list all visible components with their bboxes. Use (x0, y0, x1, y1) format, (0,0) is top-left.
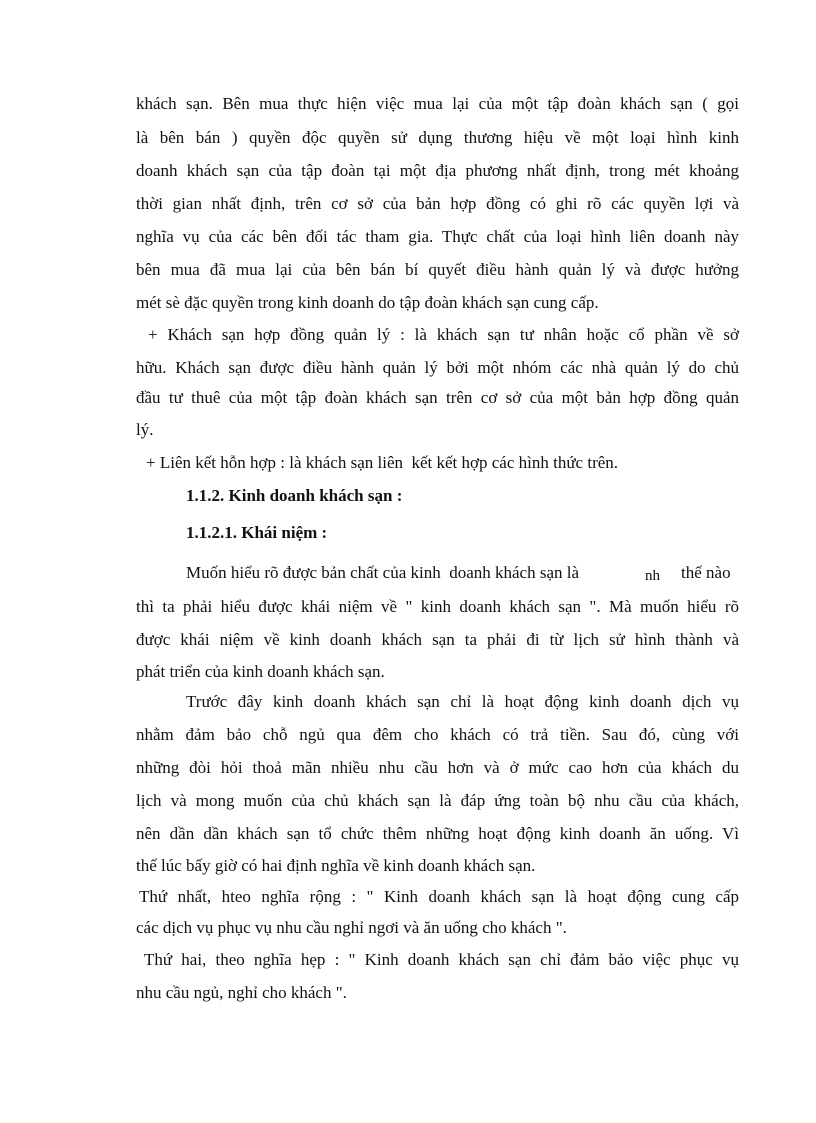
text-line: nhằm đảm bảo chỗ ngủ qua đêm cho khách có trả tiền. Sau đó, cùng với (136, 725, 739, 744)
text-line: nên dần dần khách sạn tổ chức thêm những hoạt động kinh doanh ăn uống. Vì (136, 824, 739, 843)
text-line: Thứ hai, theo nghĩa hẹp : " Kinh doanh khách sạn chỉ đảm bảo việc phục vụ (144, 950, 739, 969)
text-line: những đòi hỏi thoả mãn nhiều nhu cầu hơn và ở mức cao hơn của khách du (136, 758, 739, 777)
text-line: Trước đây kinh doanh khách sạn chỉ là hoạt động kinh doanh dịch vụ (186, 692, 739, 711)
subsection-heading: 1.1.2.1. Khái niệm : (186, 523, 328, 542)
text-line: + Khách sạn hợp đồng quản lý : là khách sạn tư nhân hoặc cổ phần về sở (148, 325, 739, 344)
text-line: khách sạn. Bên mua thực hiện việc mua lại của một tập đoàn khách sạn ( gọi (136, 94, 739, 113)
text-line: thời gian nhất định, trên cơ sở của bản hợp đồng có ghi rõ các quyền lợi và (136, 194, 739, 213)
text-line: đầu tư thuê của một tập đoàn khách sạn trên cơ sở của một bản hợp đồng quản (136, 388, 739, 407)
text-line: thế lúc bấy giờ có hai định nghĩa về kinh doanh khách sạn. (136, 856, 536, 875)
text-line: nhu cầu ngủ, nghỉ cho khách ". (136, 983, 347, 1002)
text-line: là bên bán ) quyền độc quyền sử dụng thương hiệu về một loại hình kinh (136, 128, 739, 147)
text-line: thì ta phải hiểu được khái niệm về " kinh doanh khách sạn ". Mà muốn hiểu rõ (136, 597, 739, 616)
text-line: doanh khách sạn của tập đoàn tại một địa phương nhất định, trong mét khoảng (136, 161, 739, 180)
section-heading: 1.1.2. Kinh doanh khách sạn : (186, 486, 403, 505)
text-line: nghĩa vụ của các bên đối tác tham gia. Thực chất của loại hình liên doanh này (136, 227, 739, 246)
text-line: + Liên kết hỗn hợp : là khách sạn liên kết kết hợp các hình thức trên. (146, 453, 619, 472)
text-line: phát triển của kinh doanh khách sạn. (136, 662, 385, 681)
text-fragment: thế nào (681, 563, 731, 582)
text-line: Muốn hiểu rõ được bản chất của kinh doanh khách sạn là (186, 563, 580, 582)
text-line: Thứ nhất, hteo nghĩa rộng : " Kinh doanh khách sạn là hoạt động cung cấp (139, 887, 739, 906)
text-line: hữu. Khách sạn được điều hành quản lý bởi một nhóm các nhà quản lý do chủ (136, 358, 739, 377)
text-line: được khái niệm về kinh doanh khách sạn ta phải đi từ lịch sử hình thành và (136, 630, 739, 649)
text-line: lý. (136, 420, 154, 439)
text-fragment: nh (645, 568, 660, 584)
text-line: mét sè đặc quyền trong kinh doanh do tập đoàn khách sạn cung cấp. (136, 293, 599, 312)
text-line: lịch và mong muốn của chủ khách sạn là đáp ứng toàn bộ nhu cầu của khách, (136, 791, 739, 810)
text-line: các dịch vụ phục vụ nhu cầu nghỉ ngơi và ăn uống cho khách ". (136, 918, 567, 937)
text-line: bên mua đã mua lại của bên bán bí quyết điều hành quản lý và được hưởng (136, 260, 739, 279)
